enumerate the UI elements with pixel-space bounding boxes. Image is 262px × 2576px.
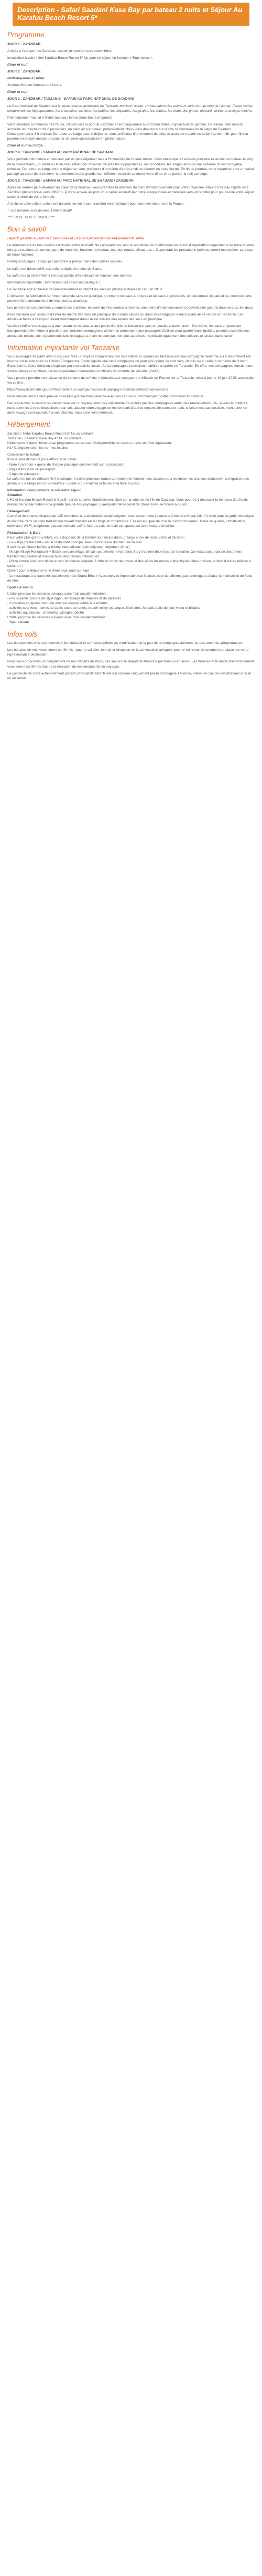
paragraph: La continuité de votre acheminement jusqu'à votre destination finale est assurée uniquement par la compagnie aérienne, même en cas de perturbations à l'aller ou au retour. — [7, 671, 252, 680]
sub-title: Information complémentaire sur votre séjour — [7, 488, 81, 492]
day-line: Votre aventure commence dès l'aube. Départ vers le port de Zanzibar et embarquement à bord d'un bateau rapide tout de gamme. Ce navire intensément accueille un maximum de 8 passagers, en plein air sur bateau professionnel. Nous vous déposons sur la rive sablonneuse de la plage de Saadani. Débarquement à 4 h environ. De retour au lodge pour le déjeuner, vous profiterez d'un moment de détente avant de repartir en safari l'après-midi, pour finir la journée en beauté devant un coucher de soleil spectaculaire en pleine nature. — [7, 122, 248, 141]
paragraph: Le safari est déconseillé aux enfants âgés de moins de 6 ans. — [7, 267, 102, 271]
paragraph: La Tanzanie agit en faveur de l'environnement et interdit les sacs en plastique depuis le 1er juin 2019. — [7, 287, 163, 291]
paragraph: Vous envisagez de partir avec nous pour faire un voyage comprenant des vols intérieurs opérés en Tanzanie par une compagnie aérienne qui a récemment été inscrite sur la liste noire de l'Union Européenne. Cette signifie que cette compagnie ne peut pas opérer de vols vers, depuis ou au sein du territoire de l'Union Européenne. Cette décision s'explique par son activité locale. Cette compagnie reste donc habilitée à opérer en Tanzanie. En effet, ces compagnies fonctionnent sont auditées et certifiées par les organismes internationaux officiels de contrôle de sécurité (OACI). — [7, 355, 254, 373]
day-block — [7, 150, 255, 176]
bon-savoir-heading: Bon à savoir — [7, 225, 47, 234]
sub-title: Sports & loisirs — [7, 585, 33, 589]
day-line: *: Les horaires sont donnés à titre indicatif — [7, 209, 72, 213]
paragraph: Politique bagages : 15kgs par personne à prévoir dans des valises souples. — [7, 260, 123, 264]
bon-savoir-section — [7, 225, 255, 338]
paragraph: Le déroulement de nos circuits est donné à titre indicatif. Nos programmes sont susceptibles de modification en raison d'impératifs indépendants de notre volonté tels que rotations aériennes, jours de marchés, horaires de bateau, état des routes, climat, etc.... Cependant les prestations prévues seront respectées, sauf cas de force majeure. — [7, 244, 254, 257]
day-title: JOUR 1 : ZANZIBAR — [7, 42, 41, 46]
day-title: JOUR 3 : ZANZIBAR / TANZANIE - SAFARI AU PARC NATIONAL DE SAADANI — [7, 97, 134, 101]
infos-vols-section — [7, 630, 255, 681]
hebergement-heading: Hébergement — [7, 420, 50, 429]
day-title: JOUR 5 : TANZANIE - SAFARI AU PARC NATIONAL DE SAADANI / ZANZIBAR — [7, 178, 134, 183]
paragraph: Nous tenions ainsi à faire preuve de la plus grande transparence avec vous en vous communiquant cette information importante. — [7, 394, 204, 398]
page-content — [0, 3, 262, 681]
paragraph: Il est conseillé aux visiteurs d'éviter de mettre des sacs en plastique dans leurs valises ou dans leurs bagages à main avant de se rendre en Tanzanie. Les articles achetés à l'aéroport avant d'embarquer dans l'avion doivent être retirés des sacs en plastique. — [7, 313, 244, 322]
day-line: Journée libre en formule tout inclus. — [7, 83, 62, 88]
line: Pour votre plus grand confort, vous disposez de la formule tout inclus dans un large choix de restaurants et de bars : — [7, 535, 185, 540]
line: - Le restaurant à la carte en supplément « Le Grand Bleu » Avec une vue imprenable sur l'océan, pour des dîners gastronomiques à base de homard et de fruits de mer. — [7, 574, 253, 583]
day-block — [7, 97, 255, 148]
hotel-info — [7, 488, 255, 507]
line: - Copie du passeport — [7, 472, 40, 476]
guarantee-note: Départs garantis à partir de 2 personnes et jusqu'à 8 personnes par 4x4 pendant le safari. — [7, 237, 145, 241]
line: - 3 piscines équipées dont une avec un espace dédié aux enfants — [7, 601, 108, 606]
line: - Spa relaxant — [7, 620, 29, 625]
hebergement-section — [7, 420, 255, 625]
line: - une superbe piscine de style lagon, entourage de transats et de parasols — [7, 596, 121, 600]
day-line: Petit-déjeuner à l'hôtel. — [7, 77, 46, 81]
sub-title: Concernant le Safari : — [7, 453, 41, 457]
day-line: Dîner et nuit au lodge. — [7, 144, 44, 148]
info-tanzanie-heading: Information importante vol Tanzanie — [7, 343, 120, 352]
infos-vols-heading: Infos vols — [7, 630, 38, 638]
paragraph: Les horaires de vols vous seront confirmés : pour le vol aller, lors de la réception de la convocation aéroport, pour le vol retour directement sur place par notre représentant à destination. — [7, 648, 249, 657]
line: L'hôtel propose les services suivants sans frais supplémentaires : — [7, 592, 108, 596]
line: Cet hôtel de charme dispose de 135 chambres à la décoration locale soignée. Vous serez hébergé dans la Chambre Moyal (48 m²) situé dans le jardin botanique et décorée dans un style traditionnel mixant mobilier en fer forgé et romantisme. Elle est équipée de tous le confort moderne : literie de qualité, climatisation, télévision, Wi-Fi, téléphone, espace thé/café, coffre-fort. La salle de bain est spacieuse avec vasque émaillée. — [7, 514, 254, 528]
sub-title: Situation — [7, 493, 23, 498]
hotel-line: NL* Catégorie selon les normes locales — [7, 446, 68, 450]
line: Ouvert pour le déjeuner et le dîner sept jours sur sept : — [7, 569, 91, 573]
day-line: *** FIN DE NOS SERVICES*** — [7, 216, 55, 220]
day-line: Le Parc National de Saadani est la seule réserve animalière de Tanzanie bordant l'océan. L'observation des animaux varie tout au long de l'année. Faune variée comprenant les hippopotames, les crocodiles, les lions, les buffles, les éléphants, les girafes, les zèbres, les élans, les gnous, léopard, civette et antilope élèche. — [7, 104, 253, 113]
line: - activités aquatiques : snorkeling, plongée, pêche — [7, 611, 84, 615]
day-line: Après un dernier petit-déjeuner au cœur de la brousse, vous prendrez la direction du point d'embarquement pour votre traversée retour en bateau rapide vers Zanzibar (départ prévu vers 08h30*). À votre arrivée au port, vous serez accueilli par notre équipe locale et transféré vers votre hôtel pour poursuivre votre séjour selon le choix de votre formule. — [7, 185, 254, 199]
day-title: JOUR 4 : TANZANIE - SAFARI AU PARC NATIONAL DE SAADANI — [7, 151, 113, 155]
paragraph: Veuillez vérifier vos bagages à main avant de débarquer aux points d'entrée et laisser les sacs en plastique dans l'avion. De même, les sacs en plastique transparents à fermeture à glissière que certaines compagnies aériennes demandent aux passagers d'utiliser pour garder leurs liquides, produits cosmétiques, articles de toilette, etc. séparément dans le bagage à main ne sont pas non plus autorisés. Ils doivent également être enlevés et laissés dans l'avion. — [7, 324, 250, 338]
day-block — [7, 42, 255, 67]
paragraph: Les personnes condamnées y compris les touristes, risquent de très lourdes amendes, une peine d'emprisonnement pouvant aller jusqu'à deux ans, ou les deux. — [7, 306, 254, 310]
line: L'Hôtel Karafuu Beach Resort & Spa 5* est un superbe établissement situé sur la côte est de l'île de Zanzibar. Vous pourrez y découvrir la richesse des fonds marins de l'océan Indien et la grande beauté des paysages. L'aéroport international de Stone Town se trouve à 65 km. — [7, 498, 248, 507]
room-info — [7, 509, 255, 528]
line: - Mouje Village Restaurant + Bistro avec un village africain partiellement reproduit, il s'y trouvent deux fois par semaine. Ce restaurant propose des dîners traditionnels swahili et musical avec des danses folkloriques. — [7, 550, 243, 559]
day-line: Installation à votre hôtel Karafuu Beach Resort 5* NL pour un séjour en formule « Tout Inclus ». — [7, 56, 153, 60]
paragraph: Les horaires des vols sont donnés à titre indicatif et sont susceptibles de modification de la part de la compagnie aérienne ou des autorités aéroportuaires. — [7, 641, 244, 646]
day-title: JOUR 2 : ZANZIBAR — [7, 70, 41, 74]
line: - Pizza Amore Avec son décor et son ambiance soignée, il offre un choix de pizzas et des pâtes italiennes authentiques faites maison, et bien d'autres délices à savourer ! — [7, 559, 251, 568]
day-block — [7, 69, 255, 94]
day-block — [7, 178, 255, 220]
paragraph: L'utilisation, la fabrication ou l'importation de sacs en plastique, y compris les sacs à ordures et les sacs à provisions, est désormais illégale et les contrevenants peuvent être condamnés à de très lourdes amendes. — [7, 294, 252, 303]
safari-requirements — [7, 452, 255, 486]
day-line: Dîner et nuit — [7, 90, 28, 94]
info-tanzanie-section — [7, 343, 255, 416]
paragraph: Vous pouvez prendre connaissance du contenu de la fiche « Conseils aux voyageurs » diffusée en France sur la Tanzanie, mise à jour le 19 juin 2025, accessible via ce lien : — [7, 376, 255, 385]
food-info — [7, 531, 255, 583]
title-banner — [13, 3, 249, 26]
paragraph: Le safari sur la rivière Wami est susceptible d'être décalé en fonction des marées. — [7, 273, 133, 278]
line: Il sert de généreux buffets à thème international (petit-déjeuner, déjeuner, dîner) — [7, 545, 130, 549]
day-line: Arrivée à l'aéroport de Zanzibar, accueil et transfert vers votre Hôtel. — [7, 49, 112, 53]
hotel-line: Zanzibar: Hôtel Karafuu Beach Resort 5* NL ou similaire — [7, 431, 94, 436]
day-line: À la fin de votre séjour, selon vos horaires de vol retour, transfert vers l'aéroport pour votre vol retour vers la France. — [7, 202, 185, 206]
programme-heading: Programme — [7, 31, 45, 39]
paragraph: Nous vous proposons un complément de nos départs de Paris, des séjours au départ de Province par train ou en avion. Les horaires et le mode d'acheminement vous seront confirmés lors de la réception de vos documents de voyages. — [7, 660, 254, 669]
line: Le safari se fait en véhicule 4x4 électrique. Il existe plusieurs routes qui varient en fonction des saisons pour optimiser les chances d'observer la migration des animaux. Le range est un « chauffeur – guide » qui maitrise la faune et la flore du parc. — [7, 477, 249, 485]
day-line: Votre journée commence en douceur par un petit-déjeuner face à l'immensité de l'océan Indien. Vous embarquerez ensuite pour une excursion en bateau le long de la rivière Wami, un safari au fil de l'eau idéal pour observer de près les hippopotames, les crocodiles, les singes ainsi qu'une avifaune d'une incroyable richesse. De retour au lodge pour le déjeuner, vous profiterez d'un début d'après-midi de détente en toute liberté. En fin de journée, vous repartirez pour un safari partagé au cœur de la réserve, à la recherche des grands mammifères, avant de savourer votre dîner et de passer la nuit au lodge. — [7, 157, 254, 176]
page-title: Description - Safari Saadani Kasa Bay par bateau 2 nuits et Séjour Au Karafuu Beach Resort 5* — [17, 6, 243, 22]
sports-info — [7, 585, 255, 625]
sub-title: Restauration & Bars — [7, 531, 41, 535]
hotel-line: Hébergement dans l'hôtel tel au programme ou en cas d'indisponibilité de ceux-ci, dans un hôtel équivalent. — [7, 441, 172, 446]
line: - Nom et prénom + genre de chaque passager comme écrit sur le passeport — [7, 462, 124, 467]
programme-section — [7, 30, 255, 220]
day-line: Dîner et nuit — [7, 63, 28, 67]
hotel-line: Tanzanie - Saadani: Kasa Bay 4* NL ou similaire — [7, 437, 82, 441]
sub-title: Hébergement — [7, 510, 30, 514]
line: - activités sportives : tennis de table, court de tennis, beach-volley, pétanque, fléchettes, football, salle de jeux video et billards — [7, 606, 200, 610]
paragraph: Information importante : Interdictions des sacs en plastique ! — [7, 280, 100, 284]
day-line: Petit-déjeuner matinal à l'hôtel (ou sous forme d'une box à emporter). — [7, 115, 114, 120]
line: - Le « Kijiji Restaurant » est le restaurant principal avec une terrasse donnant sur la mer. — [7, 540, 143, 544]
line: Il vous sera demandé pour effectuer le Safari : — [7, 458, 79, 462]
line: - Pays d'émission du passeport — [7, 467, 56, 471]
line: L'hôtel propose les services suivants avec frais supplémentaires : — [7, 616, 108, 620]
advisory-link[interactable]: https://www.diplomatie.gouv.fr/fr/conseils-aux-voyageurs/conseils-par-pays-destination/tanzanie/#securite — [7, 387, 168, 392]
paragraph: Par précaution, si vous le souhaitez réserver un voyage avec des vols intérieurs opérés par des compagnies aériennes tanzaniennes. Ou, si vous le préférez, nous sommes à votre disposition pour, soit adapter votre voyage en recherchant d'autres moyens de transport ; soit, si cela n'est pas possible, rechercher un autre voyage correspondant à vos attentes, mais sans vols intérieurs. — [7, 402, 248, 415]
